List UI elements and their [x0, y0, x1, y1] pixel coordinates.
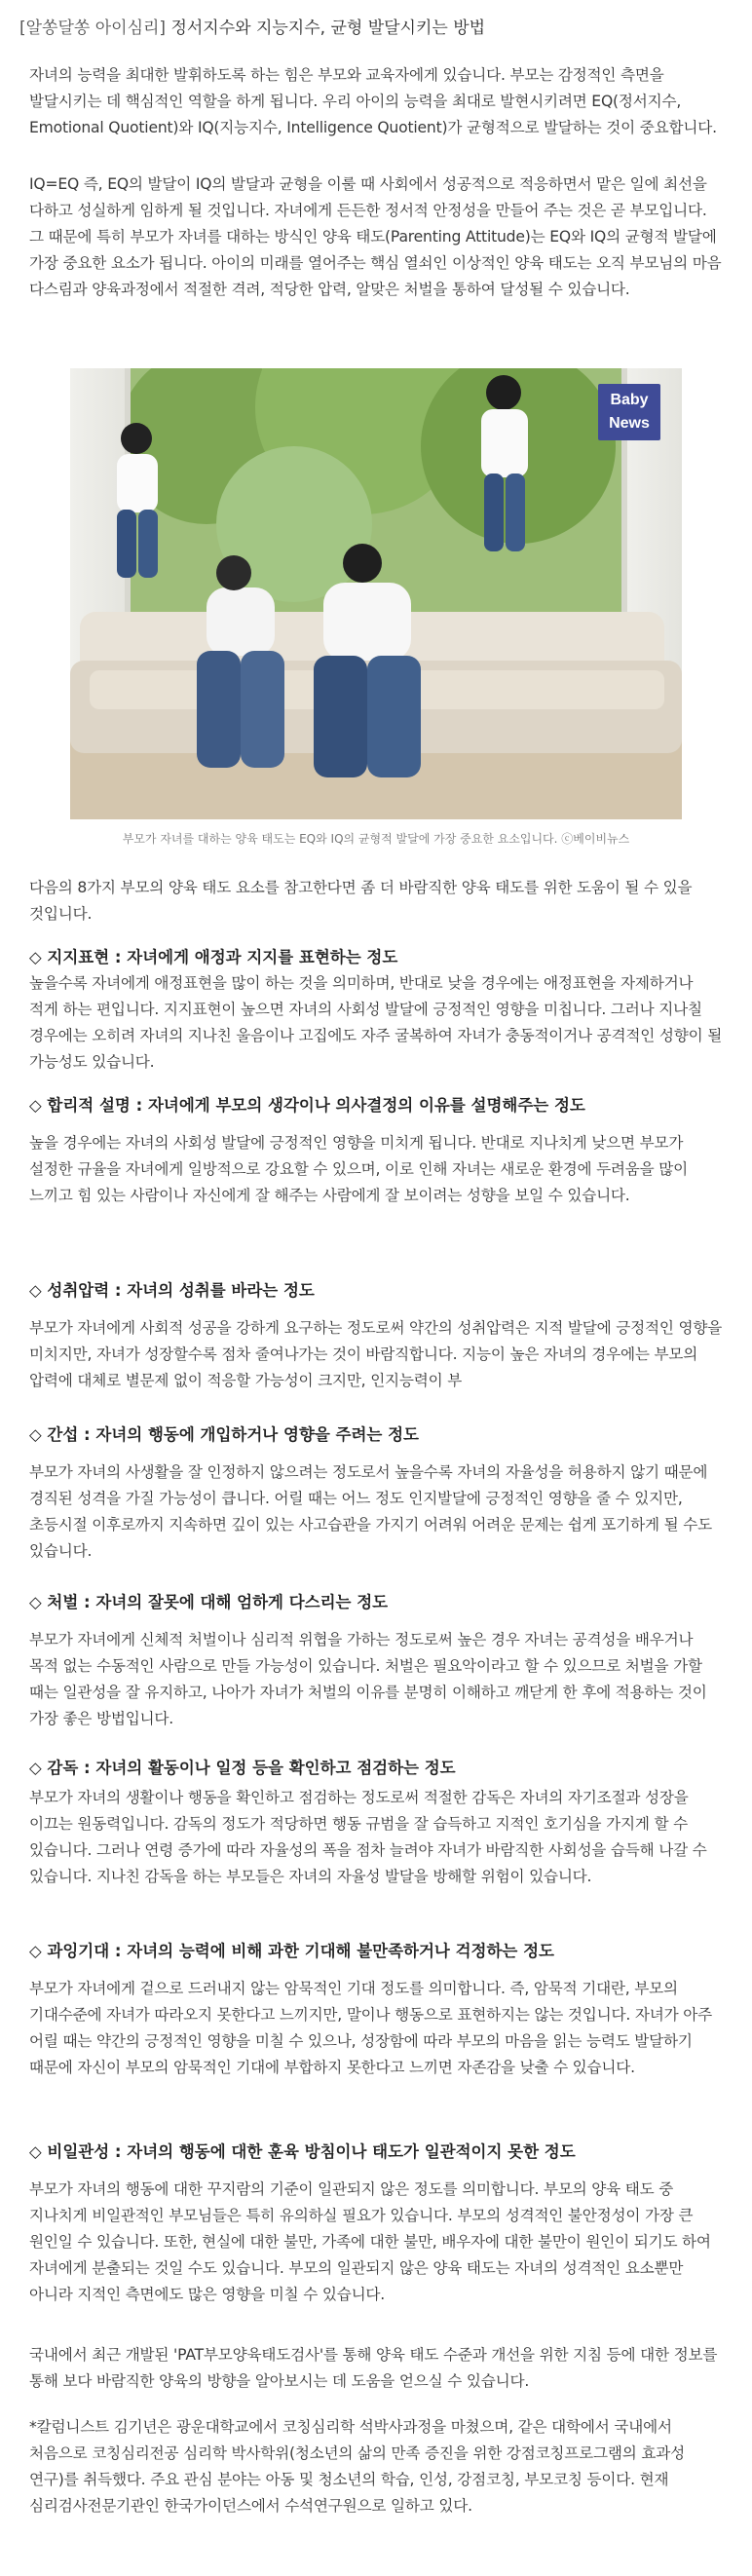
section-heading-explanation: ◇ 합리적 설명 : 자녀에게 부모의 생각이나 의사결정의 이유를 설명해주는 정도 [29, 1096, 585, 1115]
title-category: [알쏭달쏭 아이심리] [19, 19, 167, 38]
section-body-punishment: 부모가 자녀에게 신체적 처벌이나 심리적 위협을 가하는 정도로써 높은 경우 자녀는 공격성을 배우거나 목적 없는 수동적인 사람으로 만들 가능성이 있습니다. 처벌은 필요악이라고 할 수 있으므로 처벌을 가할 때는 일관성을 잘 유지하고, 나아가 자녀가 처벌의 이유를 분명히 이해하고 깨닫게 한 후에 적용하는 것이 가장 좋은 방법입니다. [29, 1631, 707, 1727]
article-title [19, 14, 721, 38]
section-body-inconsistency: 부모가 자녀의 행동에 대한 꾸지람의 기준이 일관되지 않은 정도를 의미합니다. 부모의 양육 태도 중 지나치게 비일관적인 부모님들은 특히 유의하실 필요가 있습니다. 부모의 성격적인 불안정성이 가장 큰 원인일 수 있습니다. 또한, 현실에 대한 불만, 가족에 대한 불만, 배우자에 대한 불만이 원인이 되기도 하여 자녀에게 분출되는 것일 수도 있습니다. 부모의 일관되지 않은 양육 태도는 자녀의 성격적인 요소뿐만 아니라 지적인 측면에도 많은 영향을 미칠 수 있습니다. [29, 2180, 711, 2303]
section-heading-punishment: ◇ 처벌 : 자녀의 잘못에 대해 엄하게 다스리는 정도 [29, 1593, 389, 1611]
section-body-interference: 부모가 자녀의 사생활을 잘 인정하지 않으려는 정도로서 높을수록 자녀의 자율성을 허용하지 않기 때문에 경직된 성격을 가질 가능성이 큽니다. 어릴 때는 어느 정도 인지발달에 긍정적인 영향을 줄 수 있지만, 초등시절 이후로까지 지속하면 깊이 있는 사고습관을 가지기 어려워 어려운 문제는 쉽게 포기하게 될 수도 있습니다. [29, 1463, 712, 1560]
section-body-supervision: 부모가 자녀의 생활이나 행동을 확인하고 점검하는 정도로써 적절한 감독은 자녀의 자기조절과 성장을 이끄는 원동력입니다. 감독의 정도가 적당하면 행동 규범을 잘 습득하고 지적인 호기심을 가지게 할 수 있습니다. 그러나 연령 증가에 따라 자율성의 폭을 점차 늘려야 자녀가 바람직한 사회성을 습득해 나갈 수 있습니다. 지나친 감독을 하는 부모들은 자녀의 자율성 발달을 방해할 위험이 있습니다. [29, 1789, 707, 1885]
section-heading-inconsistency: ◇ 비일관성 : 자녀의 행동에 대한 훈육 방침이나 태도가 일관적이지 못한 정도 [29, 2142, 576, 2161]
intro-paragraph-2: IQ=EQ 즉, EQ의 발달이 IQ의 발달과 균형을 이룰 때 사회에서 성공적으로 적응하면서 맡은 일에 최선을 다하고 성실하게 임하게 될 것입니다. 자녀에게 든든한 정서적 안정성을 만들어 주는 것은 곧 부모입니다. 그 때문에 특히 부모가 자녀를 대하는 방식인 양육 태도(Parenting Attitude)는 EQ와 IQ의 균형적 발달에 가장 중요한 요소가 됩니다. 아이의 미래를 열어주는 핵심 열쇠인 이상적인 양육 태도는 오직 부모님의 마음 다스림과 양육과정에서 적절한 격려, 적당한 압력, 알맞은 처벌을 통하여 달성될 수 있습니다. [29, 175, 722, 298]
babynews-watermark: Baby News [598, 384, 660, 440]
section-heading-expectation: ◇ 과잉기대 : 자녀의 능력에 비해 과한 기대해 불만족하거나 걱정하는 정도 [29, 1942, 554, 1960]
section-heading-achievement: ◇ 성취압력 : 자녀의 성취를 바라는 정도 [29, 1281, 315, 1300]
closing-paragraph: 국내에서 최근 개발된 'PAT부모양육태도검사'를 통해 양육 태도 수준과 개선을 위한 지침 등에 대한 정보를 통해 보다 바람직한 양육의 방향을 알아보시는 데 도움을 얻으실 수 있습니다. [29, 2346, 718, 2390]
section-body-support: 높을수록 자녀에게 애정표현을 많이 하는 것을 의미하며, 반대로 낮을 경우에는 애정표현을 자제하거나 적게 하는 편입니다. 지지표현이 높으면 자녀의 사회성 발달에 긍정적인 영향을 미칩니다. 그러나 지나칠 경우에는 오히려 자녀의 지나친 울음이나 고집에도 자주 굴복하여 자녀가 충동적이거나 공격적인 성향이 될 가능성도 있습니다. [29, 974, 723, 1071]
section-heading-interference: ◇ 간섭 : 자녀의 행동에 개입하거나 영향을 주려는 정도 [29, 1425, 419, 1444]
family-photo-illustration [70, 368, 682, 819]
photo-caption: 부모가 자녀를 대하는 양육 태도는 EQ와 IQ의 균형적 발달에 가장 중요한 요소입니다. ⓒ베이비뉴스 [122, 832, 630, 846]
section-body-explanation: 높을 경우에는 자녀의 사회성 발달에 긍정적인 영향을 미치게 됩니다. 반대로 지나치게 낮으면 부모가 설정한 규율을 자녀에게 일방적으로 강요할 수 있으며, 이로 인해 자녀는 새로운 환경에 두려움을 많이 느끼고 힘 있는 사람이나 자신에게 잘 해주는 사람에게 잘 보이려는 성향을 보일 수 있습니다. [29, 1134, 689, 1204]
section-body-expectation: 부모가 자녀에게 겉으로 드러내지 않는 암묵적인 기대 정도를 의미합니다. 즉, 암묵적 기대란, 부모의 기대수준에 자녀가 따라오지 못한다고 느끼지만, 말이나 행동으로 표현하지는 않는 것입니다. 자녀가 아주 어릴 때는 약간의 긍정적인 영향을 미칠 수 있으나, 성장함에 따라 부모의 마음을 읽는 능력도 발달하기 때문에 자신이 부모의 암묵적인 기대에 부합하지 못한다고 느끼면 자존감을 낮출 수 있습니다. [29, 1980, 712, 2076]
section-heading-supervision: ◇ 감독 : 자녀의 활동이나 일정 등을 확인하고 점검하는 정도 [29, 1759, 456, 1777]
title-text: 정서지수와 지능지수, 균형 발달시키는 방법 [170, 19, 486, 38]
author-note: *칼럼니스트 김기년은 광운대학교에서 코칭심리학 석박사과정을 마쳤으며, 같은 대학에서 국내에서 처음으로 코칭심리전공 심리학 박사학위(청소년의 삶의 만족 증진을 위한 강점코칭프로그램의 효과성 연구)를 취득했다. 주요 관심 분야는 아동 및 청소년의 학습, 인성, 강점코칭, 부모코칭 등이다. 현재 심리검사전문기관인 한국가이던스에서 수석연구원으로 일하고 있다. [29, 2418, 685, 2515]
section-body-achievement: 부모가 자녀에게 사회적 성공을 강하게 요구하는 정도로써 약간의 성취압력은 지적 발달에 긍정적인 영향을 미치지만, 자녀가 성장할수록 점차 줄여나가는 것이 바람직합니다. 지능이 높은 자녀의 경우에는 부모의 압력에 대체로 별문제 없이 적응할 가능성이 크지만, 인지능력이 부 [29, 1319, 723, 1389]
intro-paragraph-1: 자녀의 능력을 최대한 발휘하도록 하는 힘은 부모와 교육자에게 있습니다. 부모는 감정적인 측면을 발달시키는 데 핵심적인 역할을 하게 됩니다. 우리 아이의 능력을 최대로 발현시키려면 EQ(정서지수, Emotional Quotient)와 IQ(지능지수, Intelligence Quotient)가 균형적으로 발달하는 것이 중요합니다. [29, 66, 717, 136]
section-heading-support: ◇ 지지표현 : 자녀에게 애정과 지지를 표현하는 정도 [29, 948, 398, 966]
lead-paragraph: 다음의 8가지 부모의 양육 태도 요소를 참고한다면 좀 더 바람직한 양육 태도를 위한 도움이 될 수 있을 것입니다. [29, 879, 693, 923]
article-photo [70, 368, 682, 819]
